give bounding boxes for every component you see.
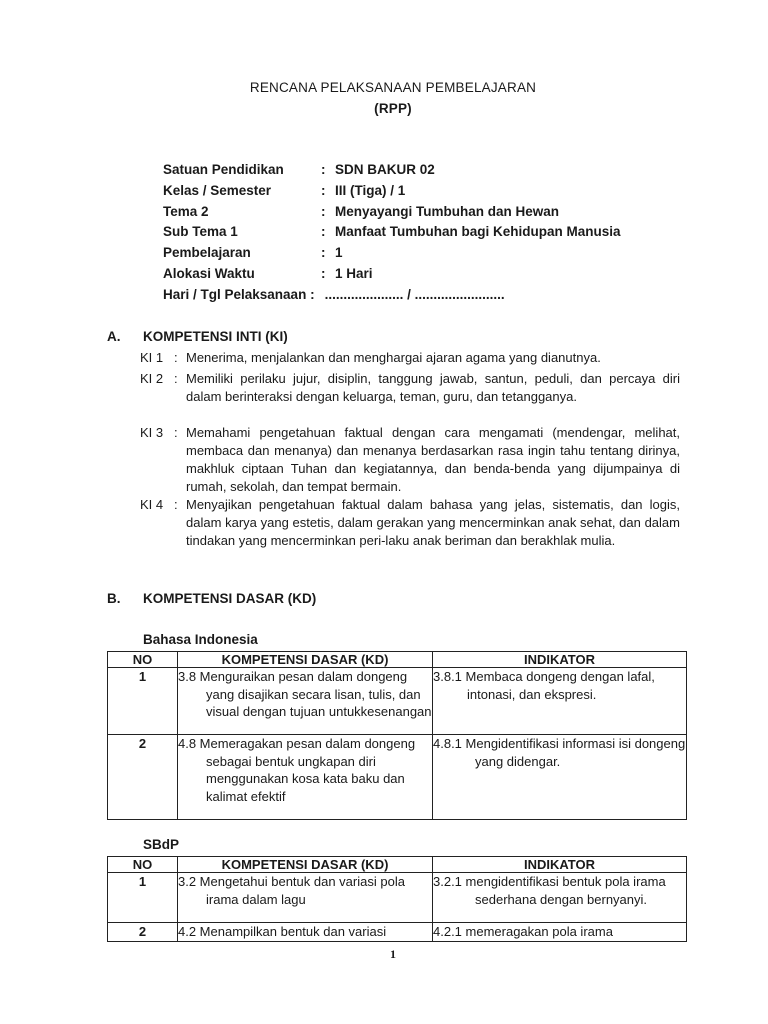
meta-row-pembelajaran — [163, 243, 505, 264]
header-no: NO — [108, 857, 178, 873]
meta-label: Alokasi Waktu — [163, 265, 255, 281]
meta-colon: : — [321, 162, 326, 177]
header-indikator: INDIKATOR — [433, 652, 687, 668]
meta-colon: : — [321, 182, 326, 198]
indikator-text: 3.2.1 mengidentifikasi bentuk pola irama sederhana dengan bernyanyi. — [433, 874, 666, 907]
header-indikator: INDIKATOR — [433, 857, 687, 873]
meta-label: Kelas / Semester — [163, 182, 272, 198]
document-title: RENCANA PELAKSANAAN PEMBELAJARAN — [249, 80, 537, 95]
meta-colon: : — [321, 203, 326, 219]
table-header-row — [108, 857, 687, 873]
meta-value: Manfaat Tumbuhan bagi Kehidupan Manusia — [335, 224, 621, 240]
kd-text: 4.2 Menampilkan bentuk dan variasi — [178, 924, 387, 939]
table-row — [108, 668, 687, 735]
meta-label: Hari / Tgl Pelaksanaan : — [163, 286, 315, 302]
ki-colon: : — [174, 371, 178, 386]
meta-value: 1 — [335, 245, 343, 261]
row-kd — [178, 873, 433, 923]
subject-sbdp: SBdP — [143, 837, 180, 852]
meta-label: Satuan Pendidikan — [163, 162, 284, 177]
ki-text: Memiliki perilaku jujur, disiplin, tanggung jawab, santun, peduli, dan percaya diri dalam berinteraksi dengan keluarga, teman, guru, dan tetangganya. — [186, 371, 680, 404]
ki-colon: : — [174, 425, 178, 440]
kd-text: 3.2 Mengetahui bentuk dan variasi pola irama dalam lagu — [178, 874, 405, 907]
row-kd — [178, 735, 433, 820]
row-indikator — [433, 873, 687, 923]
identity-block — [163, 160, 621, 306]
section-title: KOMPETENSI INTI (KI) — [143, 329, 288, 344]
ki-code: KI 2 — [140, 371, 164, 386]
kd-text: 3.8 Menguraikan pesan dalam dongeng yang disajikan secara lisan, tulis, dan visual dengan tujuan untukkesenangan — [178, 669, 432, 719]
meta-value: ..................... / ........................ — [324, 286, 505, 302]
row-indikator — [433, 923, 687, 942]
meta-label: Tema 2 — [163, 203, 209, 219]
ki-colon: : — [174, 497, 178, 512]
row-no: 1 — [108, 873, 178, 923]
meta-row-alokasi — [163, 264, 505, 285]
ki-text: Memahami pengetahuan faktual dengan cara mengamati (mendengar, melihat, membaca dan menanya) dan menanya berdasarkan rasa ingin tahu tentang dirinya, makhluk ciptaan Tuhan dan kegiatannya, dan benda-benda yang dijumpainya di rumah, sekolah, dan tempat bermain. — [186, 425, 680, 494]
kd-table-bahasa — [107, 651, 687, 820]
header-no: NO — [108, 652, 178, 668]
meta-row-satuan — [163, 160, 505, 181]
meta-row-tema — [163, 202, 560, 223]
meta-value: 1 Hari — [335, 265, 373, 281]
meta-colon: : — [321, 224, 326, 240]
row-kd — [178, 668, 433, 735]
meta-row-subtema — [163, 222, 621, 243]
meta-value: Menyayangi Tumbuhan dan Hewan — [335, 203, 560, 219]
document-subtitle: (RPP) — [374, 101, 412, 116]
row-kd — [178, 923, 433, 942]
indikator-text: 3.8.1 Membaca dongeng dengan lafal, intonasi, dan ekspresi. — [433, 669, 655, 702]
ki-code: KI 4 — [140, 497, 164, 512]
table-row — [108, 873, 687, 923]
subject-bahasa-indonesia: Bahasa Indonesia — [143, 632, 258, 647]
section-letter: A. — [107, 329, 121, 344]
row-no: 2 — [108, 923, 178, 942]
meta-label: Sub Tema 1 — [163, 224, 238, 240]
ki-text: Menyajikan pengetahuan faktual dalam bahasa yang jelas, sistematis, dan logis, dalam karya yang estetis, dalam gerakan yang mencerminkan anak sehat, dan dalam tindakan yang mencerminkan peri-laku anak beriman dan berakhlak mulia. — [186, 497, 680, 548]
ki-text: Menerima, menjalankan dan menghargai ajaran agama yang dianutnya. — [186, 350, 601, 365]
meta-value: III (Tiga) / 1 — [335, 182, 406, 198]
ki-colon: : — [174, 350, 178, 365]
section-title: KOMPETENSI DASAR (KD) — [143, 591, 317, 606]
header-kd: KOMPETENSI DASAR (KD) — [178, 857, 433, 873]
table-header-row — [108, 652, 687, 668]
row-indikator — [433, 668, 687, 735]
meta-row-hari — [163, 285, 505, 306]
indikator-text: 4.8.1 Mengidentifikasi informasi isi dongeng yang didengar. — [433, 736, 686, 769]
meta-colon: : — [321, 245, 326, 261]
indikator-text: 4.2.1 memeragakan pola irama — [433, 924, 613, 939]
kd-table-sbdp — [107, 856, 687, 942]
meta-colon: : — [321, 265, 326, 281]
header-kd: KOMPETENSI DASAR (KD) — [178, 652, 433, 668]
meta-value: SDN BAKUR 02 — [335, 162, 435, 177]
table-row — [108, 923, 687, 942]
page-number: 1 — [390, 947, 396, 961]
kd-text: 4.8 Memeragakan pesan dalam dongeng sebagai bentuk ungkapan diri menggunakan kosa kata baku dan kalimat efektif — [178, 736, 416, 804]
row-no: 2 — [108, 735, 178, 820]
table-row — [108, 735, 687, 820]
ki-code: KI 1 — [140, 350, 164, 365]
row-indikator — [433, 735, 687, 820]
row-no: 1 — [108, 668, 178, 735]
meta-label: Pembelajaran — [163, 245, 251, 261]
ki-code: KI 3 — [140, 425, 164, 440]
meta-row-kelas — [163, 181, 505, 202]
section-letter: B. — [107, 591, 121, 606]
